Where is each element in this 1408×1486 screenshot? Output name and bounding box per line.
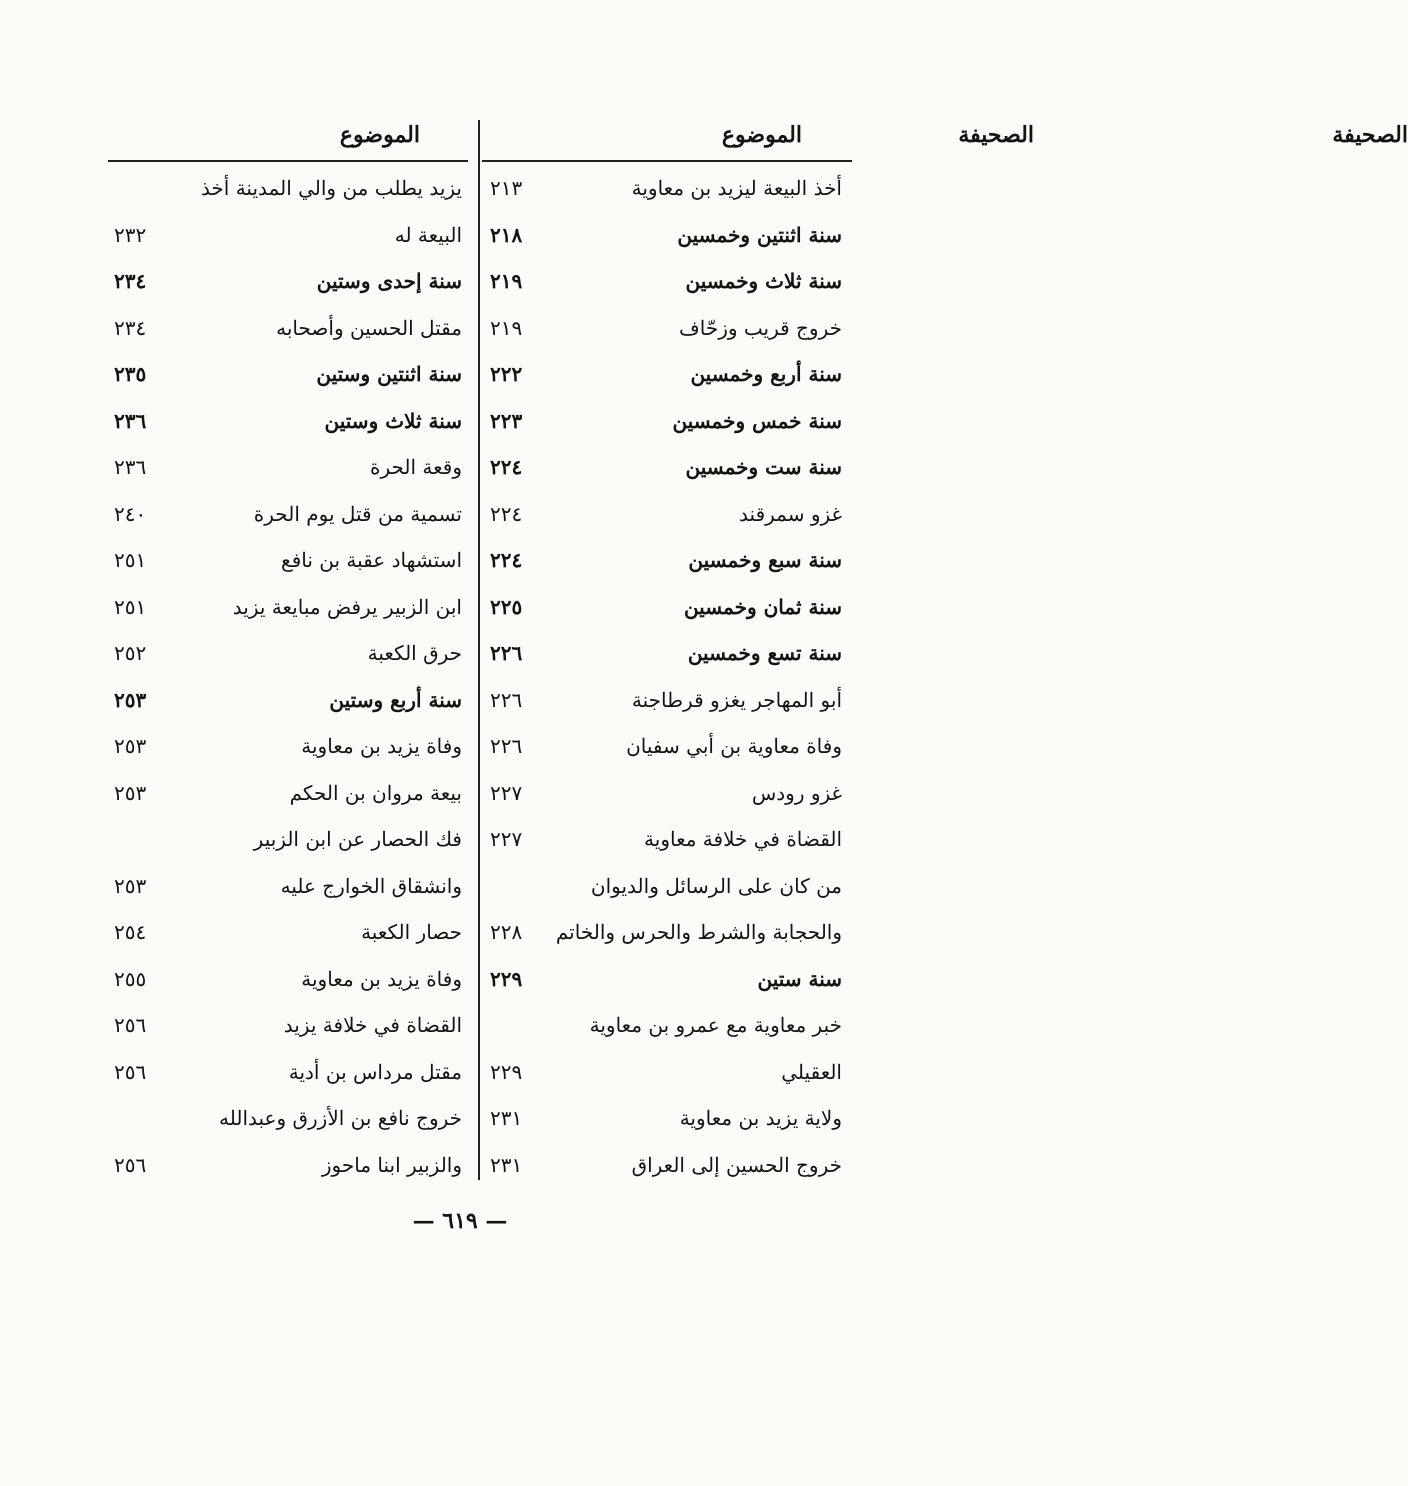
page-number: — ٦١٩ — bbox=[412, 1208, 508, 1234]
entry-page: ٢٥١ bbox=[114, 594, 147, 619]
entry-page: ٢٥٤ bbox=[114, 920, 147, 944]
entry-topic: مقتل مرداس بن أدية bbox=[288, 1059, 462, 1084]
entry-page: ٢٢٨ bbox=[490, 920, 523, 944]
entry-topic: أبو المهاجر يغزو قرطاجنة bbox=[631, 687, 842, 712]
index-entry bbox=[108, 538, 468, 585]
entry-topic: غزو سمرقند bbox=[739, 501, 842, 526]
index-entry bbox=[108, 399, 468, 446]
entry-page: ٢٣١ bbox=[490, 1152, 523, 1177]
index-entry bbox=[108, 259, 468, 306]
entry-topic: سنة ست وخمسين bbox=[685, 455, 842, 479]
entry-topic: سنة اثنتين وخمسين bbox=[677, 222, 842, 247]
entry-page: ٢٢٧ bbox=[490, 780, 523, 805]
entry-topic: سنة تسع وخمسين bbox=[687, 641, 842, 665]
entry-page: ٢١٨ bbox=[490, 222, 523, 247]
entry-topic: سنة أربع وخمسين bbox=[690, 362, 842, 386]
index-entry bbox=[108, 166, 468, 213]
entry-topic: سنة ستين bbox=[757, 966, 842, 991]
entry-page: ٢٥٣ bbox=[114, 780, 147, 805]
entry-topic: خبر معاوية مع عمرو بن معاوية bbox=[589, 1013, 842, 1037]
entry-topic: فك الحصار عن ابن الزبير bbox=[253, 827, 462, 851]
page-header: الصحيفة bbox=[958, 122, 1034, 148]
entry-topic: سنة أربع وستين bbox=[329, 687, 462, 712]
entry-topic: حصار الكعبة bbox=[361, 920, 462, 944]
entry-page: ٢٢٩ bbox=[490, 966, 523, 991]
entry-topic: يزيد يطلب من والي المدينة أخذ bbox=[200, 176, 462, 200]
left-index-rows bbox=[108, 166, 468, 1189]
entry-topic: بيعة مروان بن الحكم bbox=[289, 780, 462, 805]
entry-topic: سنة ثلاث وخمسين bbox=[685, 269, 842, 293]
entry-page: ٢١٣ bbox=[490, 176, 523, 200]
index-entry bbox=[108, 957, 468, 1004]
entry-topic: القضاة في خلافة معاوية bbox=[644, 827, 842, 851]
index-entry bbox=[108, 213, 468, 260]
index-entry bbox=[108, 910, 468, 957]
entry-page: ٢٢٥ bbox=[490, 594, 523, 619]
entry-page: ٢٢٣ bbox=[490, 408, 523, 433]
entry-topic: سنة سبع وخمسين bbox=[688, 548, 842, 572]
left-column-header bbox=[108, 112, 1034, 162]
entry-topic: سنة ثمان وخمسين bbox=[683, 594, 842, 619]
entry-page: ٢٢٦ bbox=[490, 687, 523, 712]
entry-topic: خروج الحسين إلى العراق bbox=[631, 1152, 842, 1177]
entry-topic: وانشقاق الخوارج عليه bbox=[280, 873, 462, 898]
entry-page: ٢٥٦ bbox=[114, 1059, 147, 1084]
entry-page: ٢٤٠ bbox=[114, 501, 147, 526]
entry-page: ٢٥٦ bbox=[114, 1152, 147, 1177]
index-entry bbox=[108, 1096, 468, 1143]
index-entry bbox=[108, 1143, 468, 1190]
entry-topic: خروج نافع بن الأزرق وعبدالله bbox=[219, 1106, 462, 1130]
entry-topic: استشهاد عقبة بن نافع bbox=[281, 548, 462, 572]
index-entry bbox=[108, 1003, 468, 1050]
index-entry bbox=[108, 864, 468, 911]
entry-topic: البيعة له bbox=[394, 222, 462, 247]
entry-page: ٢٥٦ bbox=[114, 1013, 147, 1037]
index-entry bbox=[108, 492, 468, 539]
entry-topic: العقيلي bbox=[781, 1059, 842, 1084]
entry-page: ٢٢٩ bbox=[490, 1059, 523, 1084]
entry-topic: وقعة الحرة bbox=[369, 455, 462, 479]
entry-page: ٢٥٢ bbox=[114, 641, 147, 665]
entry-topic: والزبير ابنا ماحوز bbox=[321, 1152, 462, 1177]
entry-topic: ابن الزبير يرفض مبايعة يزيد bbox=[232, 594, 462, 619]
entry-page: ٢١٩ bbox=[490, 315, 523, 340]
index-entry bbox=[108, 352, 468, 399]
entry-page: ٢٢٤ bbox=[490, 548, 523, 572]
entry-page: ٢٣١ bbox=[490, 1106, 523, 1130]
index-entry bbox=[108, 306, 468, 353]
entry-page: ٢٣٤ bbox=[114, 315, 147, 340]
entry-topic: وفاة يزيد بن معاوية bbox=[301, 966, 462, 991]
entry-page: ٢٢٧ bbox=[490, 827, 523, 851]
entry-page: ٢٣٤ bbox=[114, 269, 147, 293]
topic-header: الموضوع bbox=[721, 122, 802, 148]
index-entry bbox=[108, 678, 468, 725]
topic-header: الموضوع bbox=[339, 122, 420, 148]
entry-page: ٢٣٢ bbox=[114, 222, 147, 247]
entry-page: ٢٥٣ bbox=[114, 687, 147, 712]
entry-page: ٢٣٥ bbox=[114, 362, 147, 386]
index-entry bbox=[108, 1050, 468, 1097]
page-header: الصحيفة bbox=[1332, 122, 1408, 148]
entry-page: ٢٣٦ bbox=[114, 408, 147, 433]
index-entry bbox=[108, 771, 468, 818]
entry-topic: غزو رودس bbox=[751, 780, 842, 805]
entry-topic: سنة ثلاث وستين bbox=[324, 408, 462, 433]
index-entry bbox=[108, 445, 468, 492]
entry-topic: أخذ البيعة ليزيد بن معاوية bbox=[631, 176, 842, 200]
entry-page: ٢٥٣ bbox=[114, 873, 147, 898]
entry-topic: مقتل الحسين وأصحابه bbox=[276, 315, 462, 340]
entry-topic: سنة إحدى وستين bbox=[316, 269, 462, 293]
index-entry bbox=[108, 817, 468, 864]
entry-page: ٢٢٤ bbox=[490, 455, 523, 479]
entry-topic: من كان على الرسائل والديوان bbox=[590, 873, 842, 898]
entry-page: ٢٢٤ bbox=[490, 501, 523, 526]
entry-page: ٢٢٦ bbox=[490, 734, 523, 758]
entry-topic: سنة اثنتين وستين bbox=[316, 362, 462, 386]
entry-page: ٢٢٦ bbox=[490, 641, 523, 665]
entry-topic: حرق الكعبة bbox=[367, 641, 462, 665]
entry-topic: ولاية يزيد بن معاوية bbox=[679, 1106, 842, 1130]
entry-topic: خروج قريب وزحّاف bbox=[679, 315, 842, 340]
entry-page: ٢٢٢ bbox=[490, 362, 523, 386]
entry-topic: تسمية من قتل يوم الحرة bbox=[253, 501, 462, 526]
entry-page: ٢٥٥ bbox=[114, 966, 147, 991]
entry-topic: سنة خمس وخمسين bbox=[672, 408, 842, 433]
index-entry bbox=[108, 631, 468, 678]
index-entry bbox=[108, 585, 468, 632]
entry-page: ٢٥٣ bbox=[114, 734, 147, 758]
entry-page: ٢٣٦ bbox=[114, 455, 147, 479]
entry-topic: وفاة معاوية بن أبي سفيان bbox=[626, 734, 842, 758]
entry-topic: والحجابة والشرط والحرس والخاتم bbox=[555, 920, 842, 944]
entry-page: ٢٥١ bbox=[114, 548, 147, 572]
entry-topic: وفاة يزيد بن معاوية bbox=[301, 734, 462, 758]
index-entry bbox=[108, 724, 468, 771]
entry-page: ٢١٩ bbox=[490, 269, 523, 293]
entry-topic: القضاة في خلافة يزيد bbox=[283, 1013, 462, 1037]
